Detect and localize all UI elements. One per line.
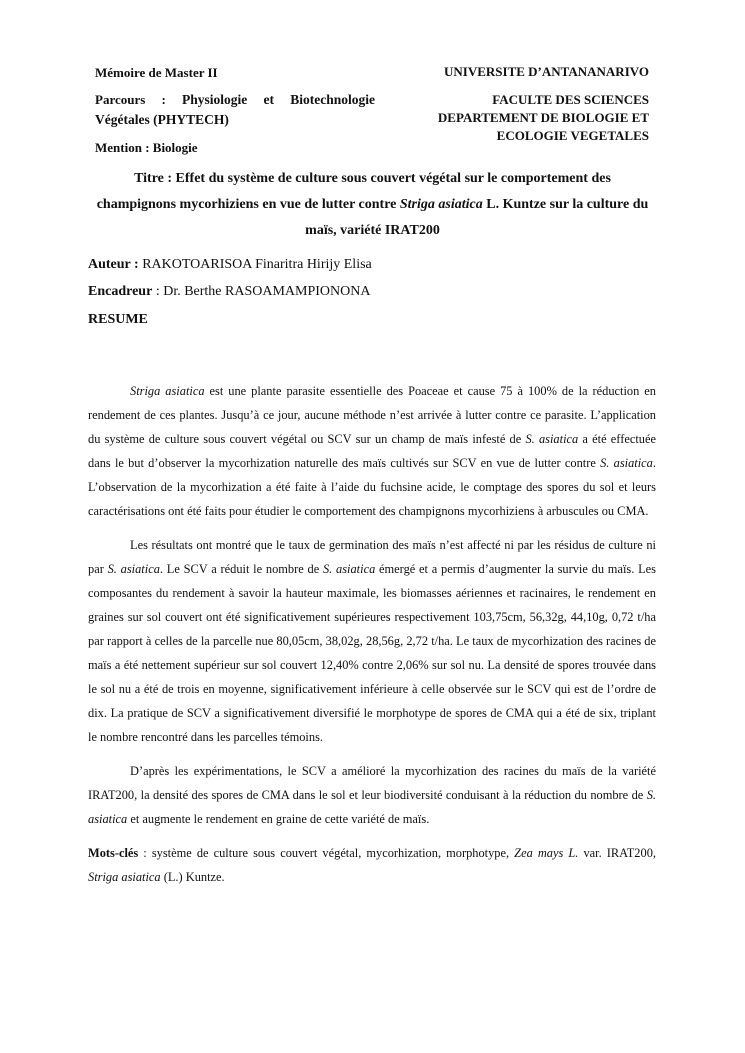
title-part-1: Titre : Effet du système de culture sous couvert végétal sur le comportement des champignons mycorhiziens en vue de lutter contre (96, 171, 611, 212)
abstract-paragraph-3 (88, 759, 656, 831)
text-run: . L’observation de la mycorhization a été faite à l’aide du fuchsine acide, le comptage des spores du sol et leurs caractérisations ont été faits pour étudier le comportement des champignons mycorhiziens à arbuscules ou CMA. (88, 456, 656, 518)
track-info (95, 90, 375, 130)
species-name: Striga asiatica (130, 384, 205, 398)
text-run: (L.) Kuntze. (160, 870, 225, 884)
text-run: est une plante parasite essentielle des Poaceae et cause 75 à 100% de la réduction en rendement de ces plantes. Jusqu’à ce jour, aucune méthode n’est arrivée à lutter contre ce parasite. L’application du système de culture sous couvert végétal ou SCV sur un champ de maïs infesté de (88, 384, 656, 446)
keywords-label: Mots-clés (88, 846, 139, 860)
title-part-2: L. Kuntze sur la culture du maïs, variété IRAT200 (305, 197, 649, 238)
species-name: Zea mays L. (514, 846, 579, 860)
abstract-paragraph-2 (88, 533, 656, 749)
text-run: : système de culture sous couvert végétal, mycorhization, morphotype, (138, 846, 515, 860)
species-name: S. asiatica (322, 562, 376, 576)
text-run: var. IRAT200, (578, 846, 656, 860)
keywords (88, 841, 656, 889)
mention: Mention : Biologie (95, 140, 198, 155)
species-name: S. asiatica (107, 562, 160, 576)
university-name: UNIVERSITE D’ANTANANARIVO (444, 64, 649, 79)
abstract-heading: RESUME (88, 312, 148, 327)
author-line (88, 255, 372, 275)
thesis-type: Mémoire de Master II (95, 65, 218, 80)
track-value: Physiologie et Biotechnologie Végétales (PHYTECH) (95, 92, 375, 127)
track-label: Parcours : (95, 92, 166, 107)
abstract-body (88, 379, 656, 899)
species-name: S. asiatica (525, 432, 579, 446)
text-run: . Le SCV a réduit le nombre de (159, 562, 323, 576)
species-name: S. asiatica (600, 456, 653, 470)
department-name: DEPARTEMENT DE BIOLOGIE ET ECOLOGIE VEGETALES (437, 110, 649, 143)
thesis-title (95, 166, 650, 244)
text-run: émergé et a permis d’augmenter la survie du maïs. Les composantes du rendement à savoir la hauteur maximale, les biomasses aériennes et racinaires, le rendement en graines sur sol couvert ont été significativement supérieures respectivement 103,75cm, 56,32g, 44,10g, 0,72 t/ha par rapport à celles de la parcelle nue 80,05cm, 38,02g, 28,56g, 2,72 t/ha. Le taux de mycorhization des racines de maïs a été nettement supérieur sur sol couvert 12,40% contre 2,06% sur sol nu. La densité de spores trouvée dans le sol nu a été de trois en moyenne, significativement inférieure à celle observée sur le SCV qui est de l’ordre de dix. La pratique de SCV a significativement diversifié le morphotype de spores de CMA qui a été de six, triplant le nombre rencontré dans les parcelles témoins. (88, 562, 656, 744)
species-name: S. asiatica (88, 788, 656, 826)
text-run: D’après les expérimentations, le SCV a amélioré la mycorhization des racines du maïs de la variété IRAT200, la densité des spores de CMA dans le sol et leur biodiversité conduisant à la réduction du nombre de (88, 764, 656, 802)
faculty-block (389, 91, 649, 145)
species-name: Striga asiatica (88, 870, 161, 884)
text-run: Les résultats ont montré que le taux de germination des maïs n’est affecté ni par les résidus de culture ni par (88, 538, 656, 576)
author-label: Auteur : (88, 257, 139, 272)
supervisor-label: Encadreur (88, 284, 153, 299)
supervisor-line (88, 282, 370, 302)
text-run: et augmente le rendement en graine de cette variété de maïs. (127, 812, 430, 826)
faculty-name: FACULTE DES SCIENCES (492, 92, 649, 107)
text-run: a été effectuée dans le but d’observer la mycorhization naturelle des maïs cultivés sur SCV en vue de lutter contre (88, 432, 656, 470)
title-species: Striga asiatica (399, 197, 483, 212)
abstract-paragraph-1 (88, 379, 656, 523)
author-value: RAKOTOARISOA Finaritra Hirijy Elisa (138, 257, 372, 272)
supervisor-value: : Dr. Berthe RASOAMAMPIONONA (152, 284, 371, 299)
